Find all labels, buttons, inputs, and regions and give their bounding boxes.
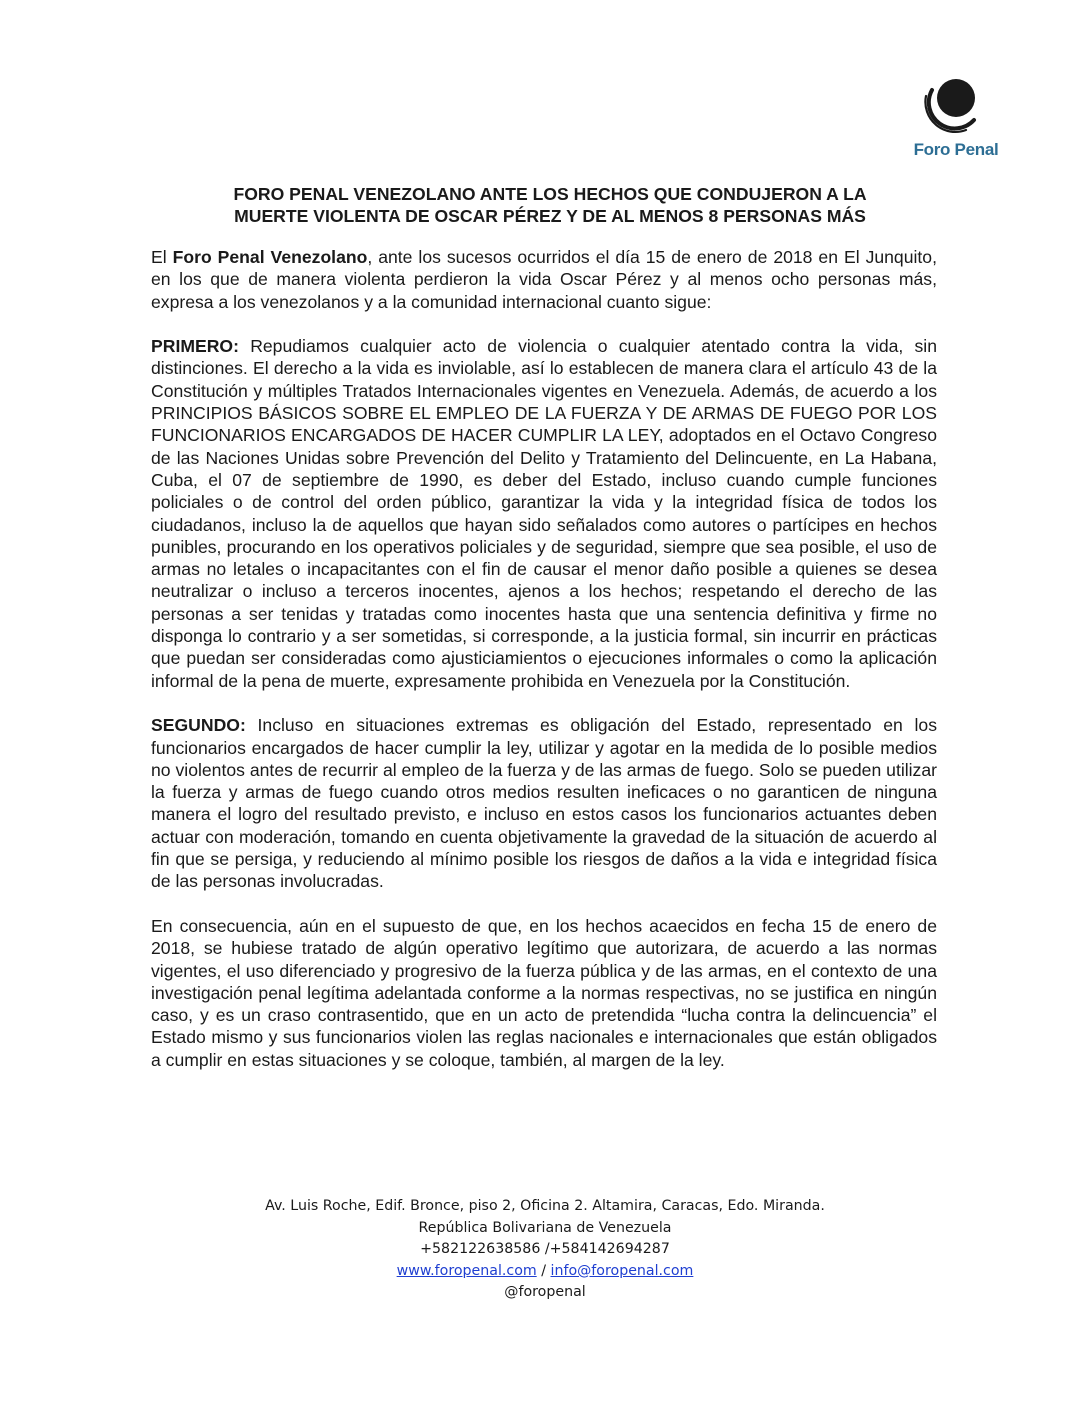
title-line-2: MUERTE VIOLENTA DE OSCAR PÉREZ Y DE AL MENOS 8 PERSONAS MÁS	[234, 206, 866, 226]
footer-address: Av. Luis Roche, Edif. Bronce, piso 2, Oficina 2. Altamira, Caracas, Edo. Miranda.	[265, 1198, 825, 1214]
logo-text: Foro Penal	[913, 140, 999, 159]
website-link[interactable]: www.foropenal.com	[396, 1262, 537, 1279]
org-name: Foro Penal Venezolano	[172, 247, 368, 267]
primero-label: PRIMERO:	[151, 336, 239, 357]
foro-penal-logo	[900, 70, 1010, 165]
footer-links: www.foropenal.com / info@foropenal.com	[396, 1262, 694, 1279]
footer-country: República Bolivariana de Venezuela	[418, 1219, 672, 1236]
logo-mark-icon	[920, 70, 986, 136]
consecuencia-paragraph: En consecuencia, aún en el supuesto de que, en los hechos acaecidos en fecha 15 de enero de 2018, se hubiese tratado de algún operativo legítimo que autorizara, de acuerdo a las normas vigentes, el uso diferenciado y progresivo de la fuerza pública y de las armas, en el contexto de una investigación penal legítima adelantada conforme a la normas respectivas, no se justifica en ningún caso, y es un craso contrasentido, que en un acto de pretendida “lucha contra la delincuencia” el Estado mismo y sus funcionarios violen las reglas nacionales e internacionales que están obligados a cumplir en estas situaciones y se coloque, también, al margen de la ley.	[151, 915, 937, 1070]
segundo-label: SEGUNDO:	[151, 715, 246, 736]
email-link[interactable]: info@foropenal.com	[550, 1262, 694, 1279]
intro-paragraph: El Foro Penal Venezolano, ante los sucesos ocurridos el día 15 de enero de 2018 en El Junquito, en los que de manera violenta perdieron la vida Oscar Pérez y al menos ocho personas más, expresa a los venezolanos y a la comunidad internacional cuanto sigue:	[151, 247, 937, 312]
page-footer	[190, 1196, 900, 1304]
footer-phones: +582122638586 /+584142694287	[420, 1241, 670, 1258]
footer-social: @foropenal	[504, 1284, 586, 1301]
primero-paragraph: PRIMERO: Repudiamos cualquier acto de violencia o cualquier atentado contra la vida, sin distinciones. El derecho a la vida es inviolable, así lo establecen de manera clara el artículo 43 de la Constitución y múltiples Tratados Internacionales vigentes en Venezuela. Además, de acuerdo a los PRINCIPIOS BÁSICOS SOBRE EL EMPLEO DE LA FUERZA Y DE ARMAS DE FUEGO POR LOS FUNCIONARIOS ENCARGADOS DE HACER CUMPLIR LA LEY, adoptados en el Octavo Congreso de las Naciones Unidas sobre Prevención del Delito y Tratamiento del Delincuente, en La Habana, Cuba, el 07 de septiembre de 1990, es deber del Estado, incluso cuando cumple funciones policiales o de control del orden público, garantizar la vida y la integridad física de todos los ciudadanos, incluso la de aquellos que hayan sido señalados como autores o partícipes en hechos punibles, procurando en los operativos policiales y de seguridad, siempre que sea posible, el uso de armas no letales o incapacitantes con el fin de causar el menor daño posible a quienes se desea neutralizar o incluso a terceros inocentes, ajenos a los hechos; respetando el derecho de las personas a ser tenidas y tratadas como inocentes hasta que una sentencia definitiva y firme no disponga lo contrario y a ser sometidas, si corresponde, a la justicia formal, sin incurrir en prácticas que puedan ser consideradas como ajusticiamientos o ejecuciones informales o como la aplicación informal de la pena de muerte, expresamente prohibida en Venezuela por la Constitución.	[151, 336, 937, 691]
page-title	[150, 183, 950, 227]
segundo-paragraph: SEGUNDO: Incluso en situaciones extremas es obligación del Estado, representado en los funcionarios encargados de hacer cumplir la ley, utilizar y agotar en la medida de lo posible medios no violentos antes de recurrir al empleo de la fuerza y de las armas de fuego. Solo se pueden utilizar la fuerza y armas de fuego cuando otros medios resulten ineficaces o no garanticen de ninguna manera el logro del resultado previsto, e incluso en estos casos los funcionarios actuantes deben actuar con moderación, tomando en cuenta objetivamente la gravedad de la situación de acuerdo al fin que se persiga, y reduciendo al mínimo posible los riesgos de daños a la vida e integridad física de las personas involucradas.	[151, 715, 937, 892]
title-line-1: FORO PENAL VENEZOLANO ANTE LOS HECHOS QUE CONDUJERON A LA	[233, 184, 867, 204]
document-body	[151, 246, 937, 1093]
